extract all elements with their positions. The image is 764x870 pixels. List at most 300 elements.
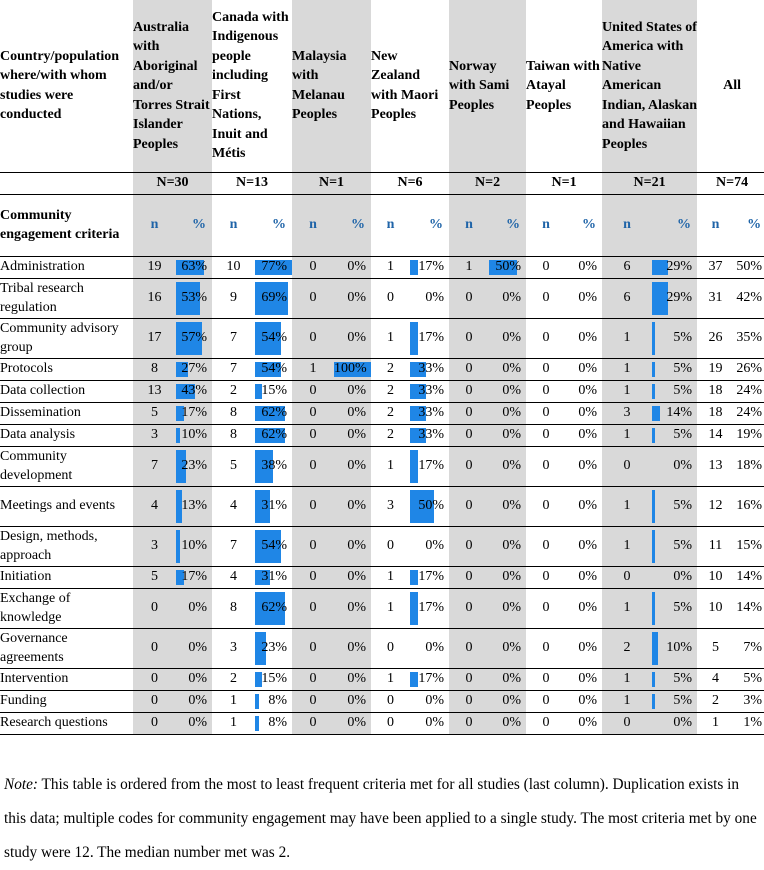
percent-value: 0% [347,290,367,305]
percent-cell [334,424,371,446]
percent-cell [176,566,212,588]
count-cell: 0 [387,538,395,553]
count-cell: 1 [602,358,652,380]
percent-value: 0% [502,600,522,615]
count-cell: 0 [292,424,334,446]
count-cell: 0 [292,526,334,566]
percent-cell [489,526,526,566]
percent-cell [410,358,449,380]
percent-value: 0% [673,715,693,730]
percent-value: 0% [578,498,598,513]
count-cell: 0 [542,427,550,442]
table-row [0,380,764,402]
count-cell: 1 [602,668,652,690]
percent-cell [410,256,449,278]
sample-size: N=21 [602,172,697,194]
criterion-label: Administration [0,259,85,275]
percent-cell [566,690,602,712]
percent-value: 0% [347,427,367,442]
percent-cell [566,566,602,588]
count-cell: 13 [133,380,176,402]
percent-value: 0% [502,693,522,708]
table-row [0,318,764,358]
percent-cell [410,690,449,712]
percent-value: 54% [261,538,287,553]
count-cell: 1 [449,256,489,278]
percent-cell [176,526,212,566]
percent-value: 0% [502,290,522,305]
percent-value: 0% [347,383,367,398]
count-cell: 0 [292,318,334,358]
count-cell: 12 [708,498,723,513]
count-cell: 1 [230,715,237,730]
percent-value: 0% [578,361,598,376]
percent-cell [566,424,602,446]
percent-bar [410,672,418,687]
count-cell: 9 [230,290,237,305]
percent-cell [410,446,449,486]
percent-cell [489,402,526,424]
count-cell: 0 [292,486,334,526]
percent-value: 62% [261,427,287,442]
count-cell: 7 [230,361,237,376]
percent-cell [255,256,292,278]
n-header: n [602,194,652,256]
count-cell: 0 [542,330,550,345]
percent-cell [489,278,526,318]
percent-cell [489,318,526,358]
percent-value: 17% [418,458,445,473]
count-cell: 0 [292,690,334,712]
percent-cell [176,256,212,278]
percent-cell [410,318,449,358]
percent-value: 26% [736,361,763,376]
percent-value: 0% [347,538,367,553]
count-cell: 0 [133,668,176,690]
percent-value: 0% [188,671,207,686]
percent-cell [734,588,764,628]
percent-cell [734,446,764,486]
percent-cell [489,446,526,486]
percent-value: 0% [502,383,522,398]
table-row [0,526,764,566]
percent-cell [489,566,526,588]
percent-bar [410,592,418,625]
percent-cell [255,358,292,380]
percent-cell [176,588,212,628]
count-cell: 0 [133,588,176,628]
percent-value: 0% [347,405,367,420]
count-cell: 0 [542,290,550,305]
percent-value: 5% [673,330,693,345]
percent-value: 53% [181,290,207,305]
percent-cell [334,256,371,278]
percent-value: 24% [736,405,763,420]
table-row [0,628,764,668]
percent-cell [334,712,371,734]
n-header: n [386,217,395,232]
count-cell: 1 [387,330,395,345]
percent-cell [410,402,449,424]
n-header: n [292,194,334,256]
note-text: This table is ordered from the most to least frequent criteria met for all studies (last column). Duplication exists in this data; multiple codes for community engagement may have been applied to a single study. The most criteria met by one study were 12. The median number met was 2. [4,776,757,861]
percent-cell [176,358,212,380]
percent-cell [176,668,212,690]
percent-bar [176,428,180,443]
percent-value: 23% [181,458,207,473]
count-cell: 17 [133,318,176,358]
percent-value: 17% [418,600,445,615]
percent-value: 0% [347,458,367,473]
percent-cell [566,712,602,734]
count-cell: 0 [542,538,550,553]
percent-cell [410,712,449,734]
count-cell: 0 [542,383,550,398]
count-cell: 0 [449,446,489,486]
count-cell: 0 [542,259,550,274]
percent-value: 18% [736,458,763,473]
percent-value: 0% [578,259,598,274]
sample-size: N=13 [235,175,269,190]
percent-value: 0% [188,640,207,655]
percent-cell [255,278,292,318]
percent-value: 33% [418,361,445,376]
percent-value: 23% [261,640,287,655]
criterion-label: Tribal research regulation [0,280,84,315]
percent-cell [334,628,371,668]
percent-bar [176,530,180,563]
count-cell: 2 [230,671,237,686]
count-cell: 1 [712,715,720,730]
percent-value: 17% [181,405,207,420]
table-note [4,768,760,870]
count-cell: 0 [387,640,395,655]
count-cell: 37 [708,259,723,274]
percent-value: 33% [418,383,445,398]
criterion-label: Protocols [0,361,53,377]
percent-cell [566,526,602,566]
percent-cell [334,358,371,380]
criteria-label: Community engagement criteria [0,207,120,242]
criterion-label: Community advisory group [0,320,119,355]
column-header: Taiwan with Atayal Peoples [526,58,600,113]
percent-cell [176,628,212,668]
percent-cell [410,628,449,668]
percent-cell [566,358,602,380]
percent-bar [410,570,418,585]
percent-value: 14% [736,569,763,584]
percent-cell [255,318,292,358]
count-cell: 16 [133,278,176,318]
percent-value: 43% [181,383,207,398]
criterion-label: Initiation [0,569,52,585]
count-cell: 5 [230,458,237,473]
count-cell: 11 [708,538,723,553]
count-cell: 0 [133,712,176,734]
percent-cell [734,526,764,566]
count-cell: 0 [542,600,550,615]
percent-cell [566,402,602,424]
percent-cell [410,424,449,446]
percent-cell [652,712,697,734]
percent-cell [410,278,449,318]
percent-cell [410,588,449,628]
count-cell: 0 [449,588,489,628]
percent-value: 29% [666,259,693,274]
percent-value: 0% [188,693,207,708]
percent-value: 17% [181,569,207,584]
percent-value: 0% [502,458,522,473]
criterion-label: Funding [0,693,47,709]
percent-bar [255,716,259,731]
count-cell: 0 [542,671,550,686]
percent-bar [652,632,658,665]
percent-value: 62% [261,405,287,420]
column-header: Canada with Indigenous people including First Nations, Inuit and Métis [212,9,289,162]
percent-header: % [582,217,597,232]
percent-value: 54% [261,330,287,345]
percent-cell [734,486,764,526]
count-cell: 1 [387,259,395,274]
percent-value: 7% [743,640,763,655]
percent-value: 0% [502,361,522,376]
percent-value: 0% [578,383,598,398]
count-cell: 1 [387,671,395,686]
count-cell: 0 [542,458,550,473]
percent-value: 69% [261,290,287,305]
table-row [0,256,764,278]
criterion-label: Intervention [0,671,69,687]
percent-cell [652,380,697,402]
count-cell: 0 [449,628,489,668]
count-cell: 13 [708,458,723,473]
percent-cell [334,446,371,486]
percent-header: % [334,194,371,256]
percent-value: 5% [673,600,693,615]
percent-cell [176,380,212,402]
criteria-header-row [0,194,764,256]
percent-cell [734,318,764,358]
count-cell: 3 [133,526,176,566]
count-cell: 5 [133,402,176,424]
count-cell: 0 [449,278,489,318]
percent-value: 5% [673,498,693,513]
percent-cell [176,446,212,486]
table-row [0,278,764,318]
percent-cell [176,424,212,446]
sample-size: N=74 [716,175,749,190]
percent-value: 0% [347,693,367,708]
percent-cell [734,424,764,446]
percent-value: 5% [743,671,763,686]
n-header: n [133,194,176,256]
column-header: Malaysia with Melanau Peoples [292,0,371,172]
count-cell: 0 [292,380,334,402]
percent-value: 0% [578,538,598,553]
percent-value: 0% [425,290,445,305]
percent-cell [410,668,449,690]
percent-value: 63% [181,259,207,274]
percent-value: 0% [347,600,367,615]
percent-cell [410,486,449,526]
percent-cell [334,526,371,566]
percent-cell [652,446,697,486]
percent-value: 17% [418,259,445,274]
percent-value: 42% [736,290,763,305]
column-header: All [723,78,741,93]
count-cell: 7 [230,538,237,553]
percent-value: 50% [495,259,522,274]
count-cell: 8 [230,427,237,442]
percent-cell [176,402,212,424]
percent-bar [652,384,655,399]
percent-cell [652,628,697,668]
percent-value: 0% [578,569,598,584]
count-cell: 4 [712,671,720,686]
count-cell: 0 [542,405,550,420]
count-cell: 0 [292,712,334,734]
percent-value: 0% [578,640,598,655]
count-cell: 26 [708,330,723,345]
percent-cell [734,358,764,380]
percent-value: 0% [502,671,522,686]
percent-value: 0% [578,458,598,473]
percent-value: 0% [578,671,598,686]
table-row [0,588,764,628]
count-cell: 0 [292,278,334,318]
percent-value: 15% [736,538,763,553]
count-cell: 2 [387,427,395,442]
count-cell: 0 [292,566,334,588]
percent-value: 8% [268,715,287,730]
percent-value: 14% [736,600,763,615]
count-cell: 0 [449,358,489,380]
percent-cell [566,318,602,358]
count-cell: 31 [708,290,723,305]
percent-header: % [652,194,697,256]
percent-value: 0% [502,330,522,345]
criterion-label: Meetings and events [0,498,116,514]
percent-value: 0% [347,498,367,513]
percent-cell [489,380,526,402]
percent-cell [255,402,292,424]
table-row [0,402,764,424]
criterion-label: Research questions [0,715,108,731]
count-cell: 4 [230,498,237,513]
percent-cell [255,380,292,402]
table-row [0,446,764,486]
percent-value: 0% [347,569,367,584]
percent-value: 19% [736,427,763,442]
percent-value: 0% [578,693,598,708]
sample-size: N=30 [133,172,212,194]
percent-value: 50% [418,498,445,513]
count-cell: 3 [602,402,652,424]
percent-cell [489,668,526,690]
percent-cell [334,278,371,318]
criterion-label: Exchange of knowledge [0,590,71,625]
percent-cell [652,318,697,358]
table-body [0,256,764,734]
count-cell: 0 [602,446,652,486]
percent-cell [652,690,697,712]
percent-header: % [747,217,762,232]
count-cell: 2 [387,383,395,398]
percent-value: 1% [743,715,763,730]
percent-value: 0% [502,405,522,420]
percent-cell [334,380,371,402]
percent-cell [566,446,602,486]
percent-value: 16% [736,498,763,513]
table-row [0,668,764,690]
percent-value: 5% [673,693,693,708]
percent-cell [334,318,371,358]
count-cell: 0 [449,690,489,712]
criterion-label: Community development [0,448,73,483]
percent-value: 62% [261,600,287,615]
percent-cell [255,486,292,526]
percent-cell [734,628,764,668]
n-header: n [542,217,550,232]
table-row [0,712,764,734]
column-header: United States of America with Native American Indian, Alaskan and Hawaiian Peoples [602,0,697,172]
count-cell: 18 [708,405,723,420]
column-header-row [0,0,764,172]
percent-value: 0% [502,427,522,442]
count-cell: 19 [708,361,723,376]
count-cell: 19 [133,256,176,278]
percent-value: 57% [181,330,207,345]
count-cell: 0 [292,446,334,486]
percent-cell [334,402,371,424]
percent-value: 0% [502,715,522,730]
percent-value: 0% [347,671,367,686]
percent-value: 0% [578,600,598,615]
count-cell: 1 [602,690,652,712]
percent-value: 38% [261,458,287,473]
percent-cell [652,588,697,628]
sample-size-row [0,172,764,194]
percent-value: 17% [418,330,445,345]
percent-cell [566,628,602,668]
count-cell: 1 [230,693,237,708]
percent-header: % [489,194,526,256]
corner-label: Country/population where/with whom studies were conducted [0,48,120,123]
percent-header: % [429,217,444,232]
percent-value: 10% [666,640,693,655]
percent-value: 0% [502,569,522,584]
count-cell: 0 [292,628,334,668]
percent-value: 50% [736,259,763,274]
percent-cell [255,668,292,690]
percent-cell [566,668,602,690]
table-row [0,424,764,446]
criterion-label: Governance agreements [0,630,68,665]
count-cell: 0 [542,569,550,584]
count-cell: 14 [708,427,723,442]
table-row [0,358,764,380]
count-cell: 1 [387,600,395,615]
percent-cell [255,526,292,566]
percent-header: % [176,194,212,256]
percent-cell [489,712,526,734]
percent-cell [489,358,526,380]
percent-cell [566,588,602,628]
percent-value: 24% [736,383,763,398]
count-cell: 5 [712,640,720,655]
percent-value: 0% [188,600,207,615]
column-header: Australia with Aboriginal and/or Torres Strait Islander Peoples [133,0,212,172]
